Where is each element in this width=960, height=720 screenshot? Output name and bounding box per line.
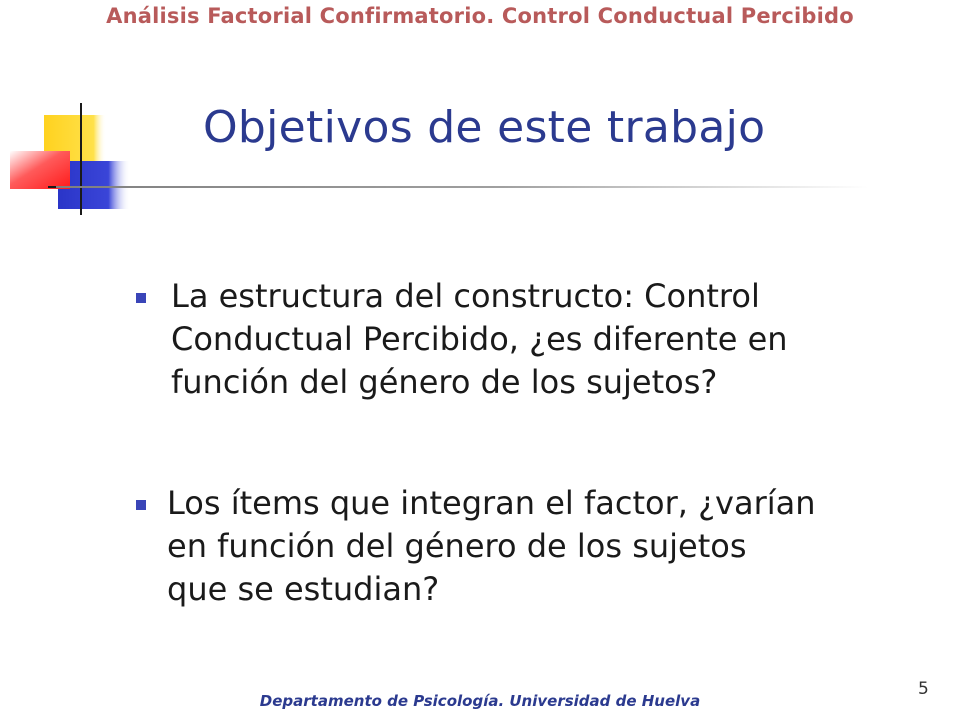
- bullet-1-line-2: Conductual Percibido, ¿es diferente en: [171, 320, 788, 358]
- presentation-header-title: Análisis Factorial Confirmatorio. Control Conductual Percibido: [106, 4, 854, 28]
- slide-title: Objetivos de este trabajo: [203, 102, 766, 153]
- footer-department: Departamento de Psicología. Universidad de Huelva: [259, 692, 701, 710]
- bullet-1-line-3: función del género de los sujetos?: [171, 363, 718, 401]
- bullet-2-line-2: en función del género de los sujetos: [167, 527, 747, 565]
- bullet-1-line-1: La estructura del constructo: Control: [171, 277, 760, 315]
- slide-number: 5: [918, 679, 929, 699]
- bullet-marker: [136, 293, 146, 303]
- bullet-marker: [136, 500, 146, 510]
- bullet-2-line-3: que se estudian?: [167, 570, 440, 608]
- bullet-2-line-1: Los ítems que integran el factor, ¿varían: [167, 484, 816, 522]
